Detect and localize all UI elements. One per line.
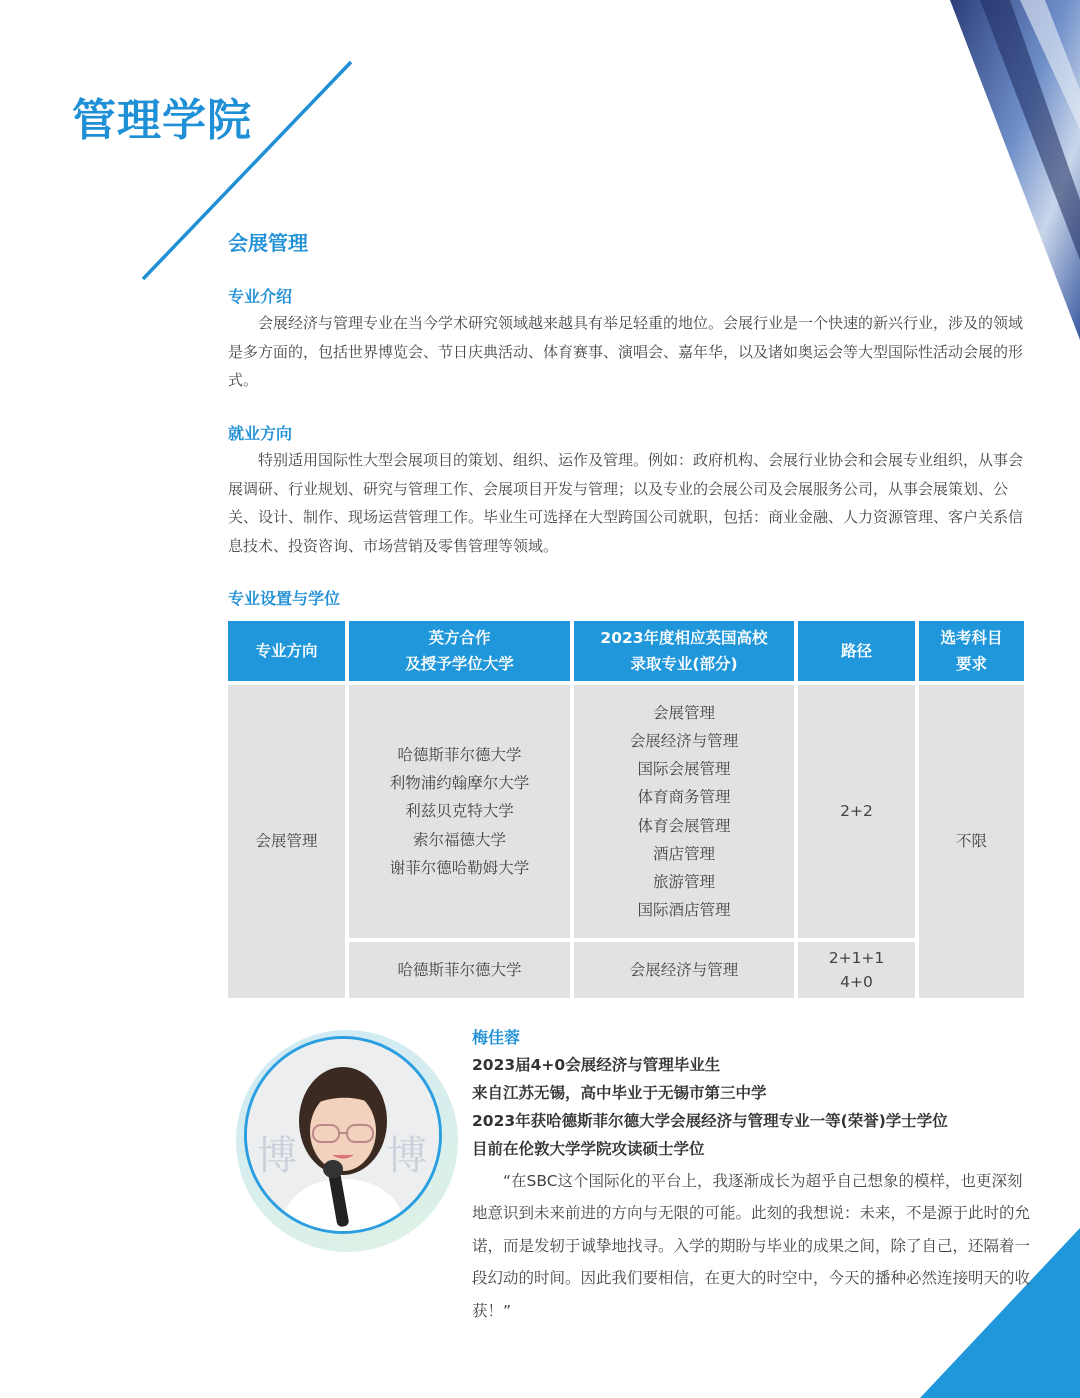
university-item: 谢菲尔德哈勒姆大学 (389, 858, 530, 877)
cell-major: 会展管理 (228, 685, 345, 998)
cell-path-row1: 2+2 (798, 685, 915, 938)
program-item: 酒店管理 (652, 844, 715, 863)
svg-text:博: 博 (387, 1133, 427, 1179)
cell-university-row2: 哈德斯菲尔德大学 (349, 942, 570, 998)
major-title: 会展管理 (228, 231, 308, 255)
header-major: 专业方向 (228, 621, 345, 681)
path-line2: 4+0 (840, 973, 873, 991)
page-title: 管理学院 (72, 95, 252, 146)
header-path: 路径 (798, 621, 915, 681)
svg-text:博: 博 (257, 1133, 297, 1179)
program-item: 体育商务管理 (637, 788, 731, 807)
header-requirement (919, 621, 1024, 681)
university-item: 哈德斯菲尔德大学 (397, 745, 522, 764)
header-partner-line1: 英方合作 (428, 629, 491, 647)
student-detail-line: 目前在伦敦大学学院攻读硕士学位 (472, 1140, 705, 1158)
cell-programs (574, 685, 794, 938)
program-table (228, 621, 1024, 994)
university-item: 索尔福德大学 (412, 830, 506, 849)
header-partner-line2: 及授予学位大学 (405, 655, 514, 673)
program-item: 国际会展管理 (637, 760, 731, 779)
program-item: 旅游管理 (652, 872, 715, 891)
avatar (244, 1036, 442, 1234)
header-requirement-line2: 要求 (955, 655, 987, 673)
cell-program-row2: 会展经济与管理 (574, 942, 794, 998)
header-admission-line2: 录取专业(部分) (630, 655, 738, 673)
career-heading: 就业方向 (228, 424, 293, 443)
student-quote: “在SBC这个国际化的平台上，我逐渐成长为超乎自己想象的模样，也更深刻地意识到未来前进的方向与无限的可能。此刻的我想说：未来，不是源于此时的允诺，而是发轫于诚挚地找寻。入学的期盼与毕业的成果之间，除了自己，还隔着一段幻动的时间。因此我们要相信，在更大的时空中，今天的播种必然连接明天的收获！” (472, 1172, 1031, 1320)
header-admission-line1: 2023年度相应英国高校 (600, 629, 768, 647)
student-detail-line: 来自江苏无锡，高中毕业于无锡市第三中学 (472, 1084, 767, 1102)
cell-path-row2 (798, 942, 915, 998)
career-text: 特别适用国际性大型会展项目的策划、组织、运作及管理。例如：政府机构、会展行业协会和会展专业组织，从事会展调研、行业规划、研究与管理工作、会展项目开发与管理；以及专业的会展公司及会展服务公司，从事会展策划、公关、设计、制作、现场运营管理工作。毕业生可选择在大型跨国公司就职，包括：商业金融、人力资源管理、客户关系信息技术、投资咨询、市场营销及零售管理等领域。 (228, 451, 1024, 555)
cell-universities (349, 685, 570, 938)
student-details (472, 1051, 948, 1163)
program-item: 会展经济与管理 (629, 731, 739, 750)
student-name: 梅佳蓉 (472, 1028, 521, 1047)
program-item: 体育会展管理 (637, 816, 731, 835)
university-item: 利兹贝克特大学 (405, 802, 514, 821)
intro-heading: 专业介绍 (228, 287, 293, 306)
cell-requirement: 不限 (919, 685, 1024, 998)
table-heading: 专业设置与学位 (228, 589, 341, 608)
university-item: 利物浦约翰摩尔大学 (389, 774, 530, 793)
student-detail-line: 2023年获哈德斯菲尔德大学会展经济与管理专业一等(荣誉)学士学位 (472, 1112, 948, 1130)
program-item: 会展管理 (652, 703, 715, 722)
student-portrait-image (247, 1039, 439, 1231)
intro-text: 会展经济与管理专业在当今学术研究领域越来越具有举足轻重的地位。会展行业是一个快速的新兴行业，涉及的领域是多方面的，包括世界博览会、节日庆典活动、体育赛事、演唱会、嘉年华，以及诸如奥运会等大型国际性活动会展的形式。 (228, 314, 1024, 389)
header-partner (349, 621, 570, 681)
path-line1: 2+1+1 (828, 949, 885, 967)
decorative-photo-corner (950, 0, 1080, 340)
header-requirement-line1: 选考科目 (940, 629, 1003, 647)
program-item: 国际酒店管理 (637, 901, 731, 920)
header-admission (574, 621, 794, 681)
student-detail-line: 2023届4+0会展经济与管理毕业生 (472, 1056, 721, 1074)
